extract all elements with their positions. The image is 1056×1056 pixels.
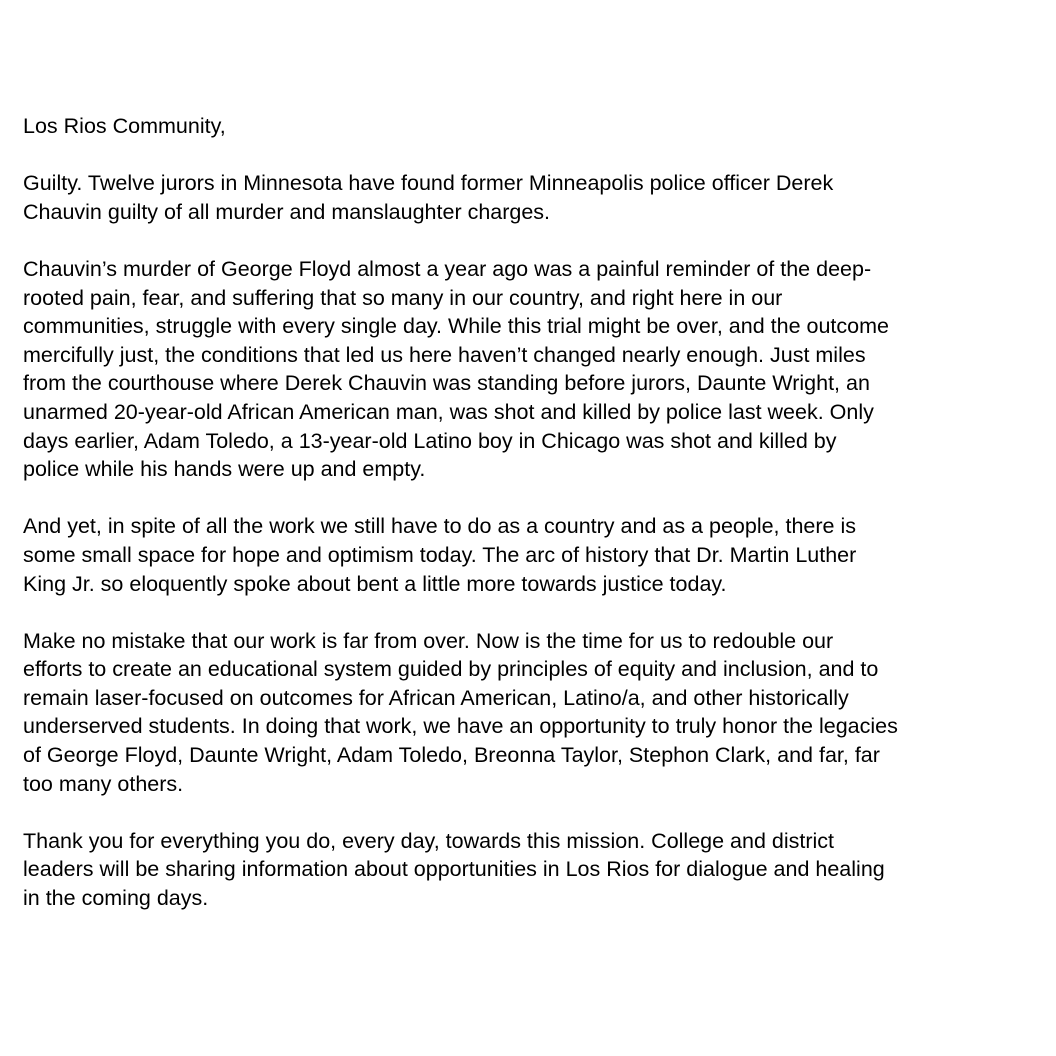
text-line: rooted pain, fear, and suffering that so many in our country, and right here in our (23, 285, 783, 310)
text-line: underserved students. In doing that work, we have an opportunity to truly honor the legacies (23, 714, 898, 739)
text-line: of George Floyd, Daunte Wright, Adam Toledo, Breonna Taylor, Stephon Clark, and far, far (23, 743, 880, 768)
text-line: remain laser-focused on outcomes for African American, Latino/a, and other historically (23, 685, 849, 710)
text-line: Guilty. Twelve jurors in Minnesota have found former Minneapolis police officer Derek (23, 171, 834, 196)
text-line: communities, struggle with every single day. While this trial might be over, and the outcome (23, 314, 889, 339)
text-line: from the courthouse where Derek Chauvin was standing before jurors, Daunte Wright, an (23, 371, 870, 396)
text-line: Make no mistake that our work is far from over. Now is the time for us to redouble our (23, 628, 834, 653)
paragraph-context (23, 255, 1043, 484)
text-line: police while his hands were up and empty. (23, 457, 426, 482)
text-line: And yet, in spite of all the work we still have to do as a country and as a people, there is (23, 514, 856, 539)
text-line: some small space for hope and optimism today. The arc of history that Dr. Martin Luther (23, 542, 857, 567)
text-line: in the coming days. (23, 886, 209, 911)
paragraph-hope (23, 512, 1043, 598)
text-line: days earlier, Adam Toledo, a 13-year-old Latino boy in Chicago was shot and killed by (23, 428, 837, 453)
salutation-line: Los Rios Community, (23, 114, 226, 138)
text-line: unarmed 20-year-old African American man, was shot and killed by police last week. Only (23, 399, 874, 424)
text-line: efforts to create an educational system guided by principles of equity and inclusion, and to (23, 657, 879, 682)
paragraph-thanks (23, 827, 1043, 913)
text-line: Chauvin’s murder of George Floyd almost a year ago was a painful reminder of the deep- (23, 256, 872, 281)
text-line: Chauvin guilty of all murder and manslaughter charges. (23, 199, 551, 224)
text-line: King Jr. so eloquently spoke about bent a little more towards justice today. (23, 571, 727, 596)
text-line: leaders will be sharing information about opportunities in Los Rios for dialogue and healing (23, 857, 885, 882)
salutation (23, 112, 1043, 141)
paragraph-work-ahead (23, 627, 1043, 799)
paragraph-verdict (23, 169, 1043, 226)
text-line: too many others. (23, 771, 184, 796)
letter-body (23, 112, 1043, 941)
text-line: mercifully just, the conditions that led us here haven’t changed nearly enough. Just miles (23, 342, 866, 367)
text-line: Thank you for everything you do, every day, towards this mission. College and district (23, 828, 835, 853)
